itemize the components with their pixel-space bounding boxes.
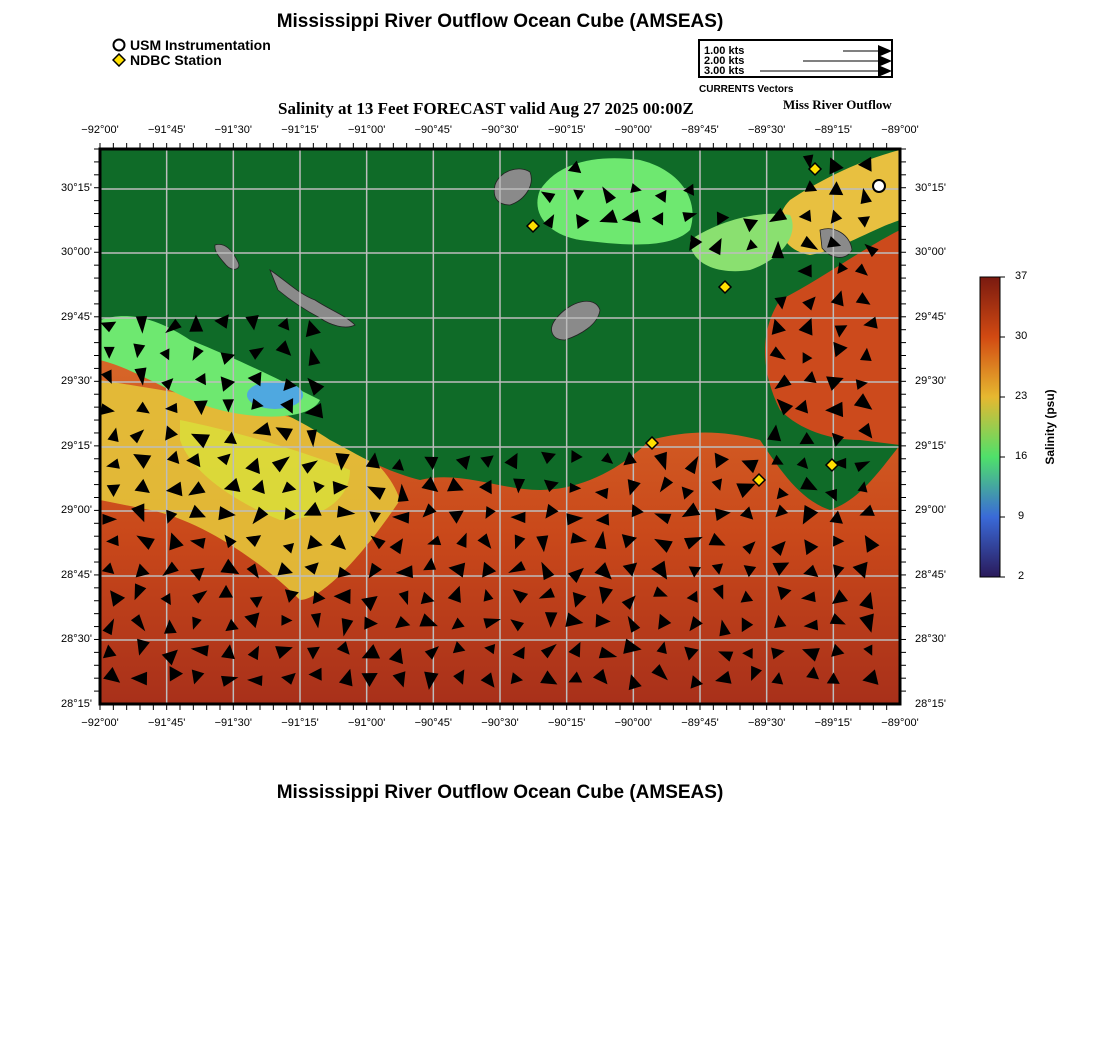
lat-label-left: 28°45' [61,569,92,581]
lat-label-right: 29°00' [915,504,946,516]
colorbar-label: Salinity (psu) [1043,389,1057,465]
colorbar-tick-2: 2 [1018,570,1025,582]
lon-label-top: −91°45' [147,124,186,136]
lat-label-left: 28°15' [61,698,92,710]
lat-label-left: 28°30' [61,633,92,645]
lat-label-right: 30°15' [915,182,946,194]
lon-label-bottom: −91°30' [214,717,253,729]
map-subtitle: Salinity at 13 Feet FORECAST valid Aug 27 2025 00:00Z [278,99,694,118]
lat-label-left: 29°15' [61,440,92,452]
lon-label-bottom: −90°45' [414,717,453,729]
lat-label-right: 28°15' [915,698,946,710]
lat-label-right: 29°30' [915,375,946,387]
colorbar [980,277,1000,577]
lon-label-top: −90°15' [547,124,586,136]
lon-label-bottom: −90°00' [614,717,653,729]
usm-label: USM Instrumentation [130,37,271,53]
lon-label-top: −89°45' [681,124,719,136]
lon-label-bottom: −90°30' [481,717,519,729]
outflow-label: Miss River Outflow [783,97,892,112]
lon-label-bottom: −91°45' [147,717,186,729]
lat-label-left: 30°15' [61,182,92,194]
lat-label-right: 28°45' [915,569,946,581]
lon-label-top: −91°30' [214,124,253,136]
ndbc-label: NDBC Station [130,52,222,68]
lat-label-right: 29°45' [915,311,946,323]
lon-label-top: −90°30' [481,124,519,136]
colorbar-tick-16: 16 [1015,450,1028,462]
usm-instrument[interactable] [873,180,885,192]
bottom-title: Mississippi River Outflow Ocean Cube (AMSEAS) [276,782,724,803]
colorbar-tick-9: 9 [1018,510,1025,522]
lon-label-top: −90°00' [614,124,653,136]
colorbar-tick-23: 23 [1015,390,1028,402]
lon-label-top: −89°15' [814,124,853,136]
lat-label-right: 29°15' [915,440,946,452]
colorbar-ticks [1000,277,1005,577]
page-title: Mississippi River Outflow Ocean Cube (AMSEAS) [276,11,724,32]
lon-label-bottom: −89°15' [814,717,853,729]
lat-label-left: 30°00' [61,246,92,258]
lon-label-top: −90°45' [414,124,453,136]
lat-label-right: 28°30' [915,633,946,645]
lat-label-left: 29°30' [61,375,92,387]
lon-label-top: −91°00' [347,124,386,136]
lon-label-bottom: −92°00' [81,717,119,729]
lon-label-bottom: −91°00' [347,717,386,729]
vector-row-3: 3.00 kts [704,65,745,77]
lon-label-top: −89°30' [747,124,786,136]
vector-row-1: 1.00 kts [704,45,745,57]
lon-label-bottom: −91°15' [281,717,319,729]
lon-label-bottom: −89°30' [747,717,786,729]
vector-row-2: 2.00 kts [704,55,745,67]
lon-label-bottom: −89°00' [881,717,919,729]
colorbar-tick-37: 37 [1015,270,1028,282]
lat-label-left: 29°45' [61,311,92,323]
colorbar-tick-30: 30 [1015,330,1028,342]
lon-label-top: −91°15' [281,124,319,136]
lat-label-left: 29°00' [61,504,92,516]
lon-label-bottom: −89°45' [681,717,719,729]
lon-label-top: −92°00' [81,124,119,136]
lon-label-top: −89°00' [881,124,919,136]
currents-caption: CURRENTS Vectors [699,84,794,95]
lat-label-right: 30°00' [915,246,946,258]
lon-label-bottom: −90°15' [547,717,586,729]
